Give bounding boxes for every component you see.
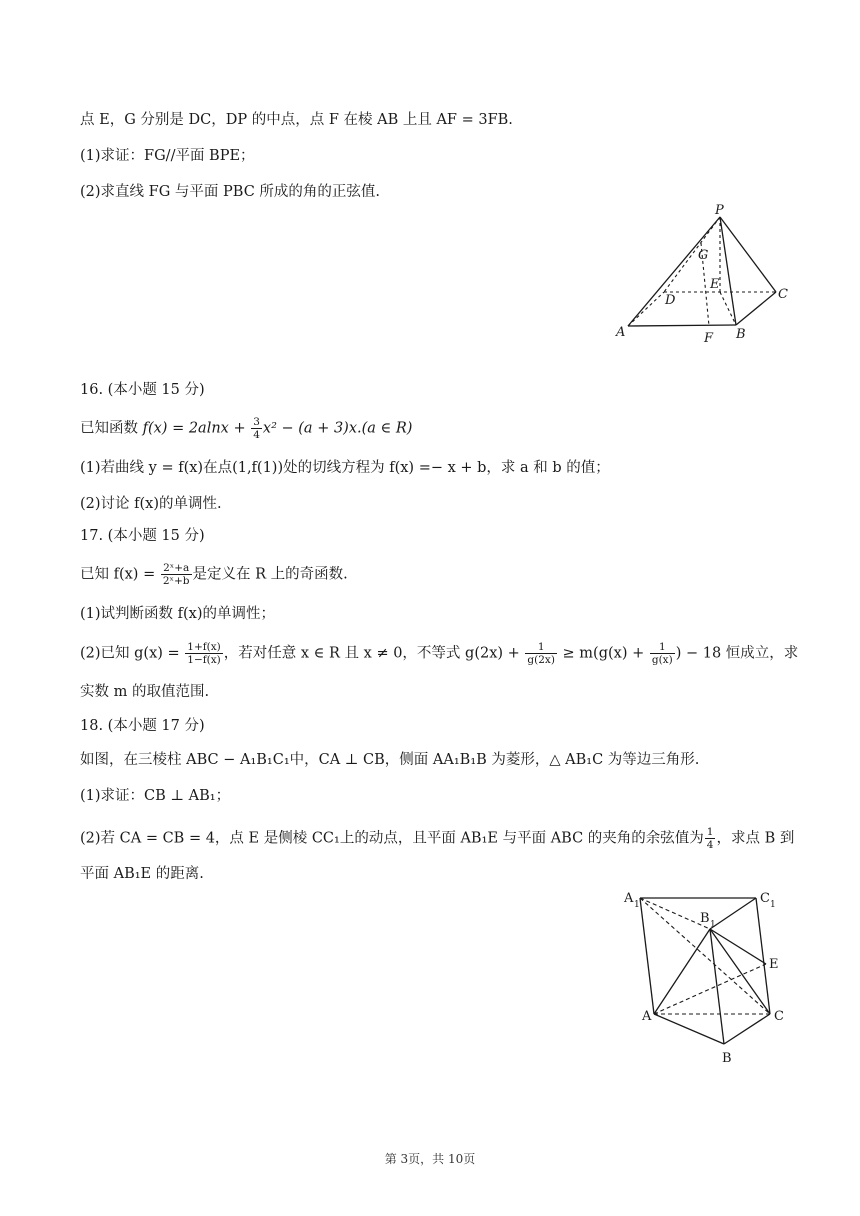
problem-16-question-1: (1)若曲线 y = f(x)在点(1,f(1))处的切线方程为 f(x) =− x + b，求 a 和 b 的值； xyxy=(80,460,610,476)
vertex-label-D: D xyxy=(665,293,676,308)
prism-figure xyxy=(612,882,802,1072)
prev-question-1: (1)求证：FG//平面 BPE； xyxy=(80,148,255,164)
problem-18-stem: 如图，在三棱柱 ABC − A₁B₁C₁中，CA ⊥ CB，侧面 AA₁B₁B 为菱形，△ AB₁C 为等边三角形. xyxy=(80,752,700,768)
fraction-1-4: $\frac{1}{4}$ xyxy=(706,826,714,851)
problem-17-header: 17. (本小题 15 分) xyxy=(80,528,205,544)
problem-18-question-2: (2)若 CA = CB = 4，点 E 是侧棱 CC₁上的动点，且平面 AB₁E 与平面 ABC 的夹角的余弦值为 $\frac{1}{4}$ ，求点 B 到 xyxy=(80,826,795,851)
vertex-label-C1: C xyxy=(760,891,770,906)
prev-question-2: (2)求直线 FG 与平面 PBC 所成的角的正弦值. xyxy=(80,184,381,200)
vertex-label-P: P xyxy=(715,203,724,218)
vertex-label-C: C xyxy=(774,1009,784,1024)
vertex-label-B: B xyxy=(736,327,746,342)
problem-17-question-1: (1)试判断函数 f(x)的单调性； xyxy=(80,606,276,622)
pyramid-figure xyxy=(612,200,802,348)
problem-16-header: 16. (本小题 15 分) xyxy=(80,382,205,398)
problem-17-stem: 已知 f(x) = $\frac{\text{2ˣ+a}}{\text{2ˣ+b}}$ 是定义在 R 上的奇函数. xyxy=(80,562,348,587)
problem-18-question-2-cont: 平面 AB₁E 的距离. xyxy=(80,866,204,882)
vertex-label-A1-sub: 1 xyxy=(634,900,640,910)
vertex-label-A: A xyxy=(616,325,626,340)
problem-17-question-2-cont: 实数 m 的取值范围. xyxy=(80,684,210,700)
problem-16-stem: 已知函数 f(x) = 2alnx + $\frac{3}{4}$ x² − (a + 3)x.(a ∈ R) xyxy=(80,416,413,441)
fraction-3-4: $\frac{3}{4}$ xyxy=(253,416,260,441)
vertex-label-B1: B xyxy=(700,911,710,926)
vertex-label-B1-sub: 1 xyxy=(710,920,716,930)
vertex-label-E: E xyxy=(769,957,779,972)
vertex-label-E: E xyxy=(710,277,720,292)
vertex-label-G: G xyxy=(698,248,709,263)
problem-18-question-1: (1)求证：CB ⊥ AB₁； xyxy=(80,788,231,804)
problem-18-header: 18. (本小题 17 分) xyxy=(80,718,205,734)
vertex-label-C1-sub: 1 xyxy=(770,900,776,910)
prev-problem-line: 点 E，G 分别是 DC，DP 的中点，点 F 在棱 AB 上且 AF = 3FB. xyxy=(80,112,513,128)
vertex-label-B: B xyxy=(722,1051,732,1066)
problem-17-question-2: (2)已知 g(x) = $\frac{1+f(x)}{1-f(x)}$ ，若对任意 x ∈ R 且 x ≠ 0，不等式 g(2x) + $\frac{1}{g(2x)}$ ≥ m(g(x) + $\frac{1}{g(x)}$ ) − 18 恒成立，求 xyxy=(80,641,799,666)
vertex-label-A1: A xyxy=(624,891,634,906)
vertex-label-A: A xyxy=(642,1009,652,1024)
problem-16-question-2: (2)讨论 f(x)的单调性. xyxy=(80,496,222,512)
fraction-2x-a-over-2x-b: $\frac{\text{2ˣ+a}}{\text{2ˣ+b}}$ xyxy=(162,562,190,587)
vertex-label-F: F xyxy=(704,331,714,346)
vertex-label-C: C xyxy=(778,287,788,302)
page-footer: 第 3页，共 10页 xyxy=(384,1152,476,1166)
